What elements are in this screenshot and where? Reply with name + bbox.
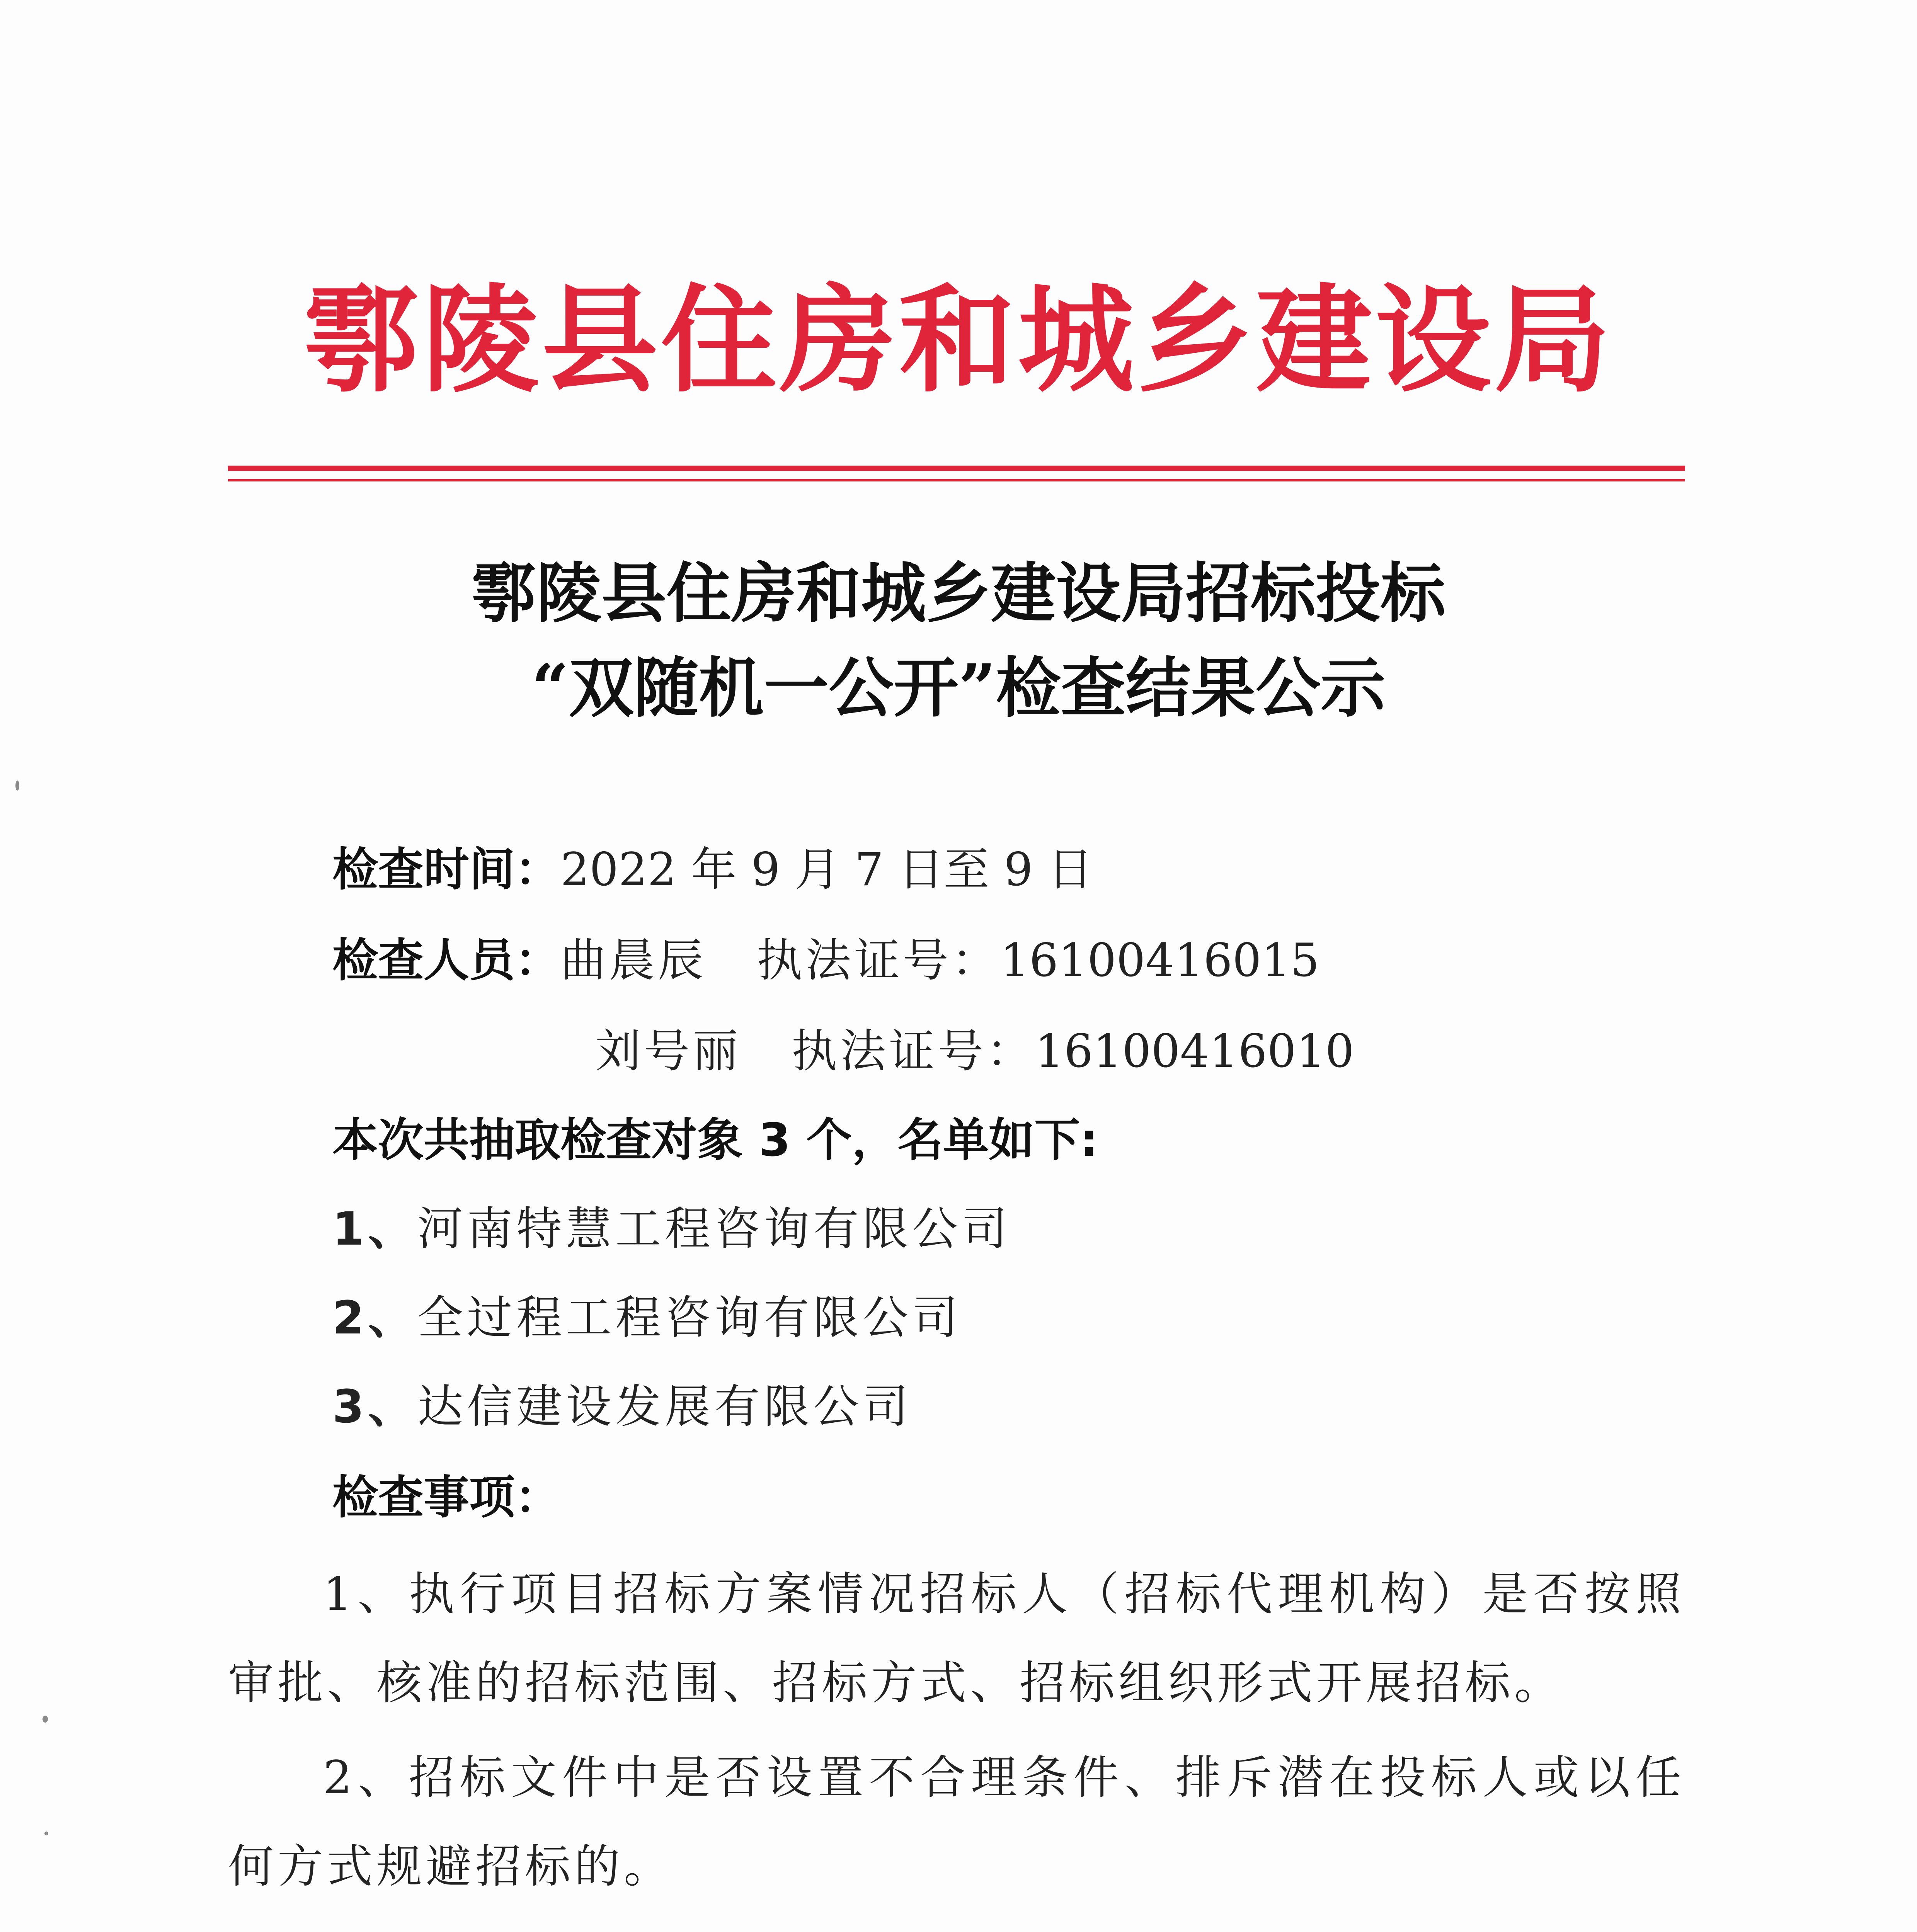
masthead-title: 鄠陵县住房和城乡建设局 (304, 272, 1613, 408)
objects-intro: 本次共抽取检查对象 3 个，名单如下: (332, 1113, 1098, 1167)
cert-label: 执法证号： (792, 1024, 1035, 1078)
object-item-name: 河南特慧工程咨询有限公司 (417, 1202, 1011, 1255)
inspection-time-value: 2022 年 9 月 7 日至 9 日 (560, 843, 1093, 896)
header-rule-thin (228, 479, 1685, 481)
cert-number: 16100416010 (1035, 1024, 1354, 1078)
document-title-line2: “双随机一公开”检查结果公示 (531, 650, 1386, 726)
staff-name: 曲晨辰 (560, 934, 707, 987)
cert-number: 16100416015 (1000, 934, 1319, 987)
object-item-name: 达信建设发展有限公司 (417, 1380, 913, 1433)
scan-speck (15, 781, 19, 791)
cert-label: 执法证号： (757, 934, 1001, 987)
object-item-number: 2、 (332, 1291, 418, 1344)
matter-paragraph: 2、招标文件中是否设置不合理条件、排斥潜在投标人或以任何方式规避招标的。 (228, 1751, 1685, 1893)
header-rule-thick (228, 466, 1685, 471)
matter-paragraph (228, 1915, 1685, 1932)
document-title-line1: 鄠陵县住房和城乡建设局招标投标 (472, 555, 1445, 631)
scan-speck (44, 1832, 48, 1835)
inspection-staff-row-1 (332, 927, 1319, 993)
object-item-number: 3、 (332, 1380, 418, 1433)
inspection-time-label: 检查时间： (332, 843, 561, 896)
inspection-time-row (332, 837, 1093, 902)
object-item (332, 1196, 1011, 1262)
object-item-number: 1、 (332, 1202, 418, 1255)
scan-speck (43, 1716, 48, 1723)
matter-paragraph: 1、执行项目招标方案情况招标人（招标代理机构）是否按照审批、核准的招标范围、招标方式、招标组织形式开展招标。 (228, 1567, 1685, 1709)
inspection-staff-row-2 (595, 1018, 1354, 1084)
object-item-name: 全过程工程咨询有限公司 (417, 1291, 962, 1344)
object-item (332, 1285, 962, 1350)
staff-name: 刘号丽 (595, 1024, 742, 1078)
matters-label: 检查事项： (332, 1471, 561, 1524)
inspection-staff-label: 检查人员： (332, 934, 561, 987)
object-item (332, 1374, 912, 1439)
